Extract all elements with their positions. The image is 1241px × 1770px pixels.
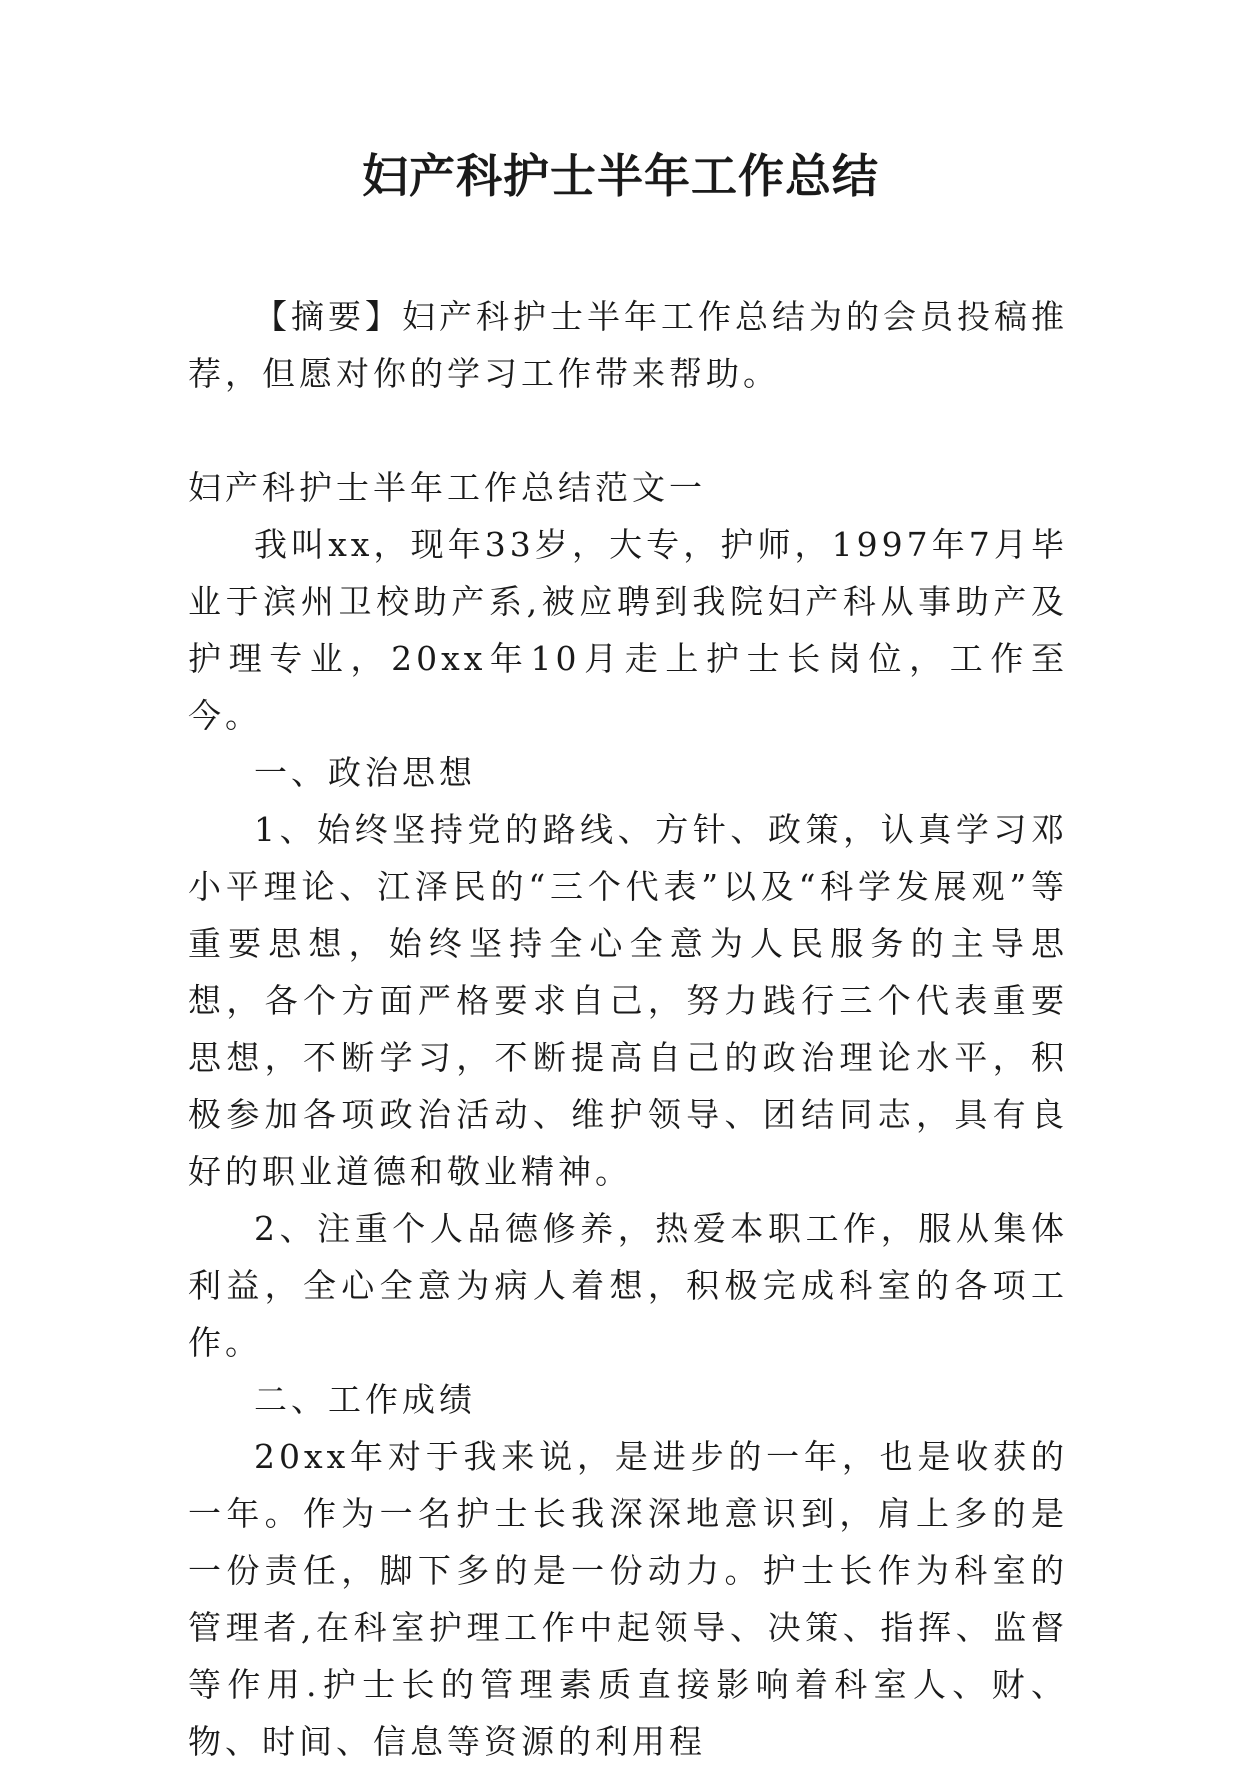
section-title: 妇产科护士半年工作总结范文一 — [188, 468, 706, 507]
heading-politics: 一、政治思想 — [254, 753, 476, 792]
document-body — [188, 288, 1068, 1770]
paragraph-achievements: 20xx年对于我来说，是进步的一年，也是收获的一年。作为一名护士长我深深地意识到，肩上多的是一份责任，脚下多的是一份动力。护士长作为科室的管理者,在科室护理工作中起领导、决策、指挥、监督等作用.护士长的管理素质直接影响着科室人、财、物、时间、信息等资源的利用程 — [188, 1437, 1068, 1761]
paragraph-intro: 我叫xx，现年33岁，大专，护师，1997年7月毕业于滨州卫校助产系,被应聘到我院妇产科从事助产及护理专业，20xx年10月走上护士长岗位，工作至今。 — [188, 525, 1068, 735]
paragraph-politics-2: 2、注重个人品德修养，热爱本职工作，服从集体利益，全心全意为病人着想，积极完成科室的各项工作。 — [188, 1209, 1068, 1362]
paragraph-politics-1: 1、始终坚持党的路线、方针、政策，认真学习邓小平理论、江泽民的“三个代表”以及“科学发展观”等重要思想，始终坚持全心全意为人民服务的主导思想，各个方面严格要求自己，努力践行三个代表重要思想，不断学习，不断提高自己的政治理论水平，积极参加各项政治活动、维护领导、团结同志，具有良好的职业道德和敬业精神。 — [188, 810, 1068, 1191]
heading-achievements: 二、工作成绩 — [254, 1380, 476, 1419]
abstract-paragraph: 【摘要】妇产科护士半年工作总结为的会员投稿推荐，但愿对你的学习工作带来帮助。 — [188, 297, 1068, 393]
document-title: 妇产科护士半年工作总结 — [362, 149, 879, 203]
